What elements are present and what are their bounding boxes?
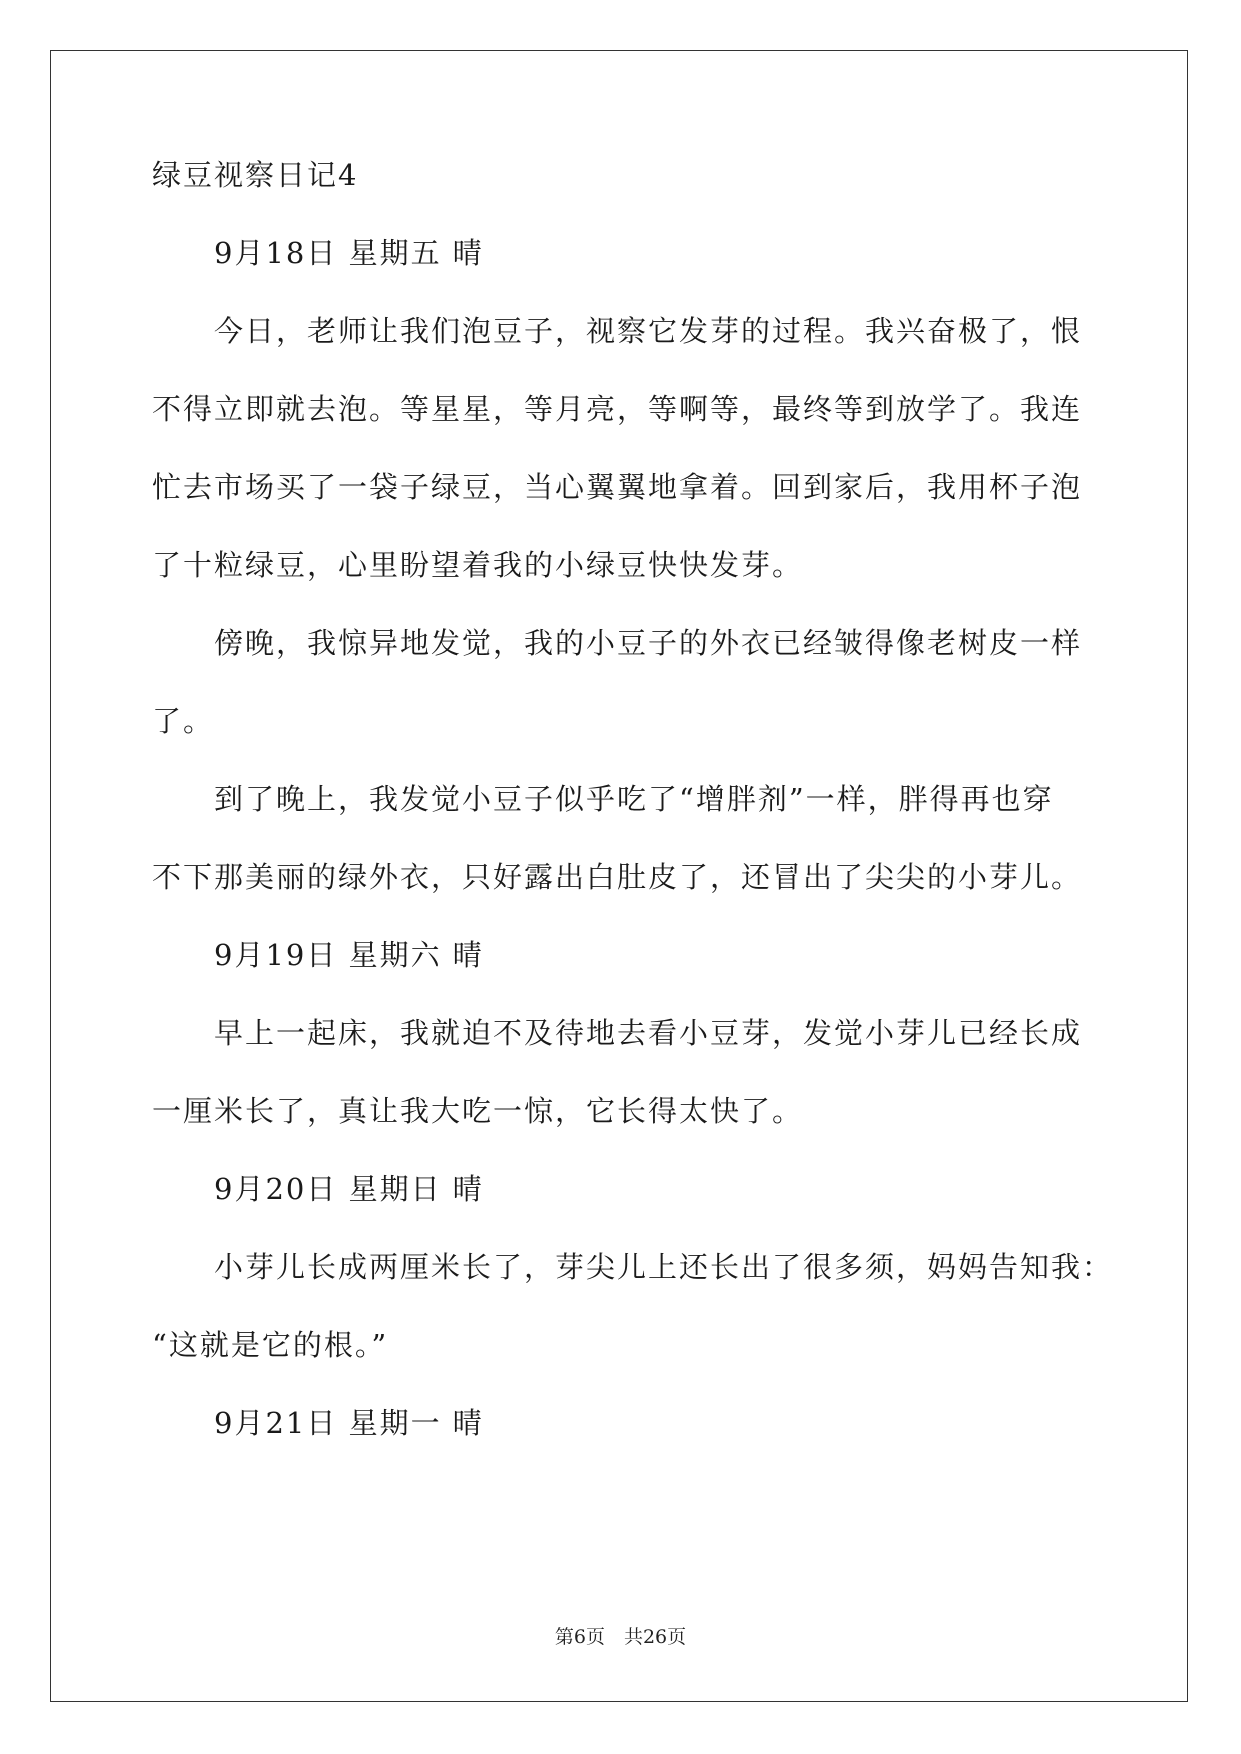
text-line: 小芽儿长成两厘米长了，芽尖儿上还长出了很多须，妈妈告知我： — [214, 1250, 1114, 1284]
text-line: 到了晚上，我发觉小豆子似乎吃了“增胖剂”一样，胖得再也穿 — [214, 782, 1054, 816]
text-line: “这就是它的根。” — [152, 1328, 389, 1362]
date-heading — [152, 1403, 1088, 1443]
text-line: 今日，老师让我们泡豆子，视察它发芽的过程。我兴奋极了，恨 — [214, 314, 1083, 348]
text-line: 不下那美丽的绿外衣，只好露出白肚皮了，还冒出了尖尖的小芽儿。 — [152, 860, 1083, 894]
text-line: 9月19日 星期六 晴 — [214, 938, 484, 972]
document-body — [152, 155, 1114, 1481]
text-line: 了。 — [152, 704, 215, 738]
date-heading — [152, 935, 1088, 975]
text-line: 傍晚，我惊异地发觉，我的小豆子的外衣已经皱得像老树皮一样 — [214, 626, 1083, 660]
paragraph — [152, 311, 1088, 585]
text-line: 9月21日 星期一 晴 — [214, 1406, 484, 1440]
text-line: 了十粒绿豆，心里盼望着我的小绿豆快快发芽。 — [152, 548, 804, 582]
text-line: 忙去市场买了一袋子绿豆，当心翼翼地拿着。回到家后，我用杯子泡 — [152, 470, 1083, 504]
page-number-footer: 第6页 共26页 — [554, 1626, 687, 1648]
date-heading — [152, 233, 1088, 273]
paragraph — [152, 1013, 1088, 1131]
date-heading — [152, 1169, 1088, 1209]
paragraph — [152, 623, 1088, 741]
text-line: 9月20日 星期日 晴 — [214, 1172, 484, 1206]
text-line: 早上一起床，我就迫不及待地去看小豆芽，发觉小芽儿已经长成 — [214, 1016, 1083, 1050]
document-title: 绿豆视察日记4 — [152, 158, 359, 192]
text-line: 一厘米长了，真让我大吃一惊，它长得太快了。 — [152, 1094, 804, 1128]
paragraph — [152, 1247, 1114, 1365]
text-line: 9月18日 星期五 晴 — [214, 236, 484, 270]
text-line: 不得立即就去泡。等星星，等月亮，等啊等，最终等到放学了。我连 — [152, 392, 1083, 426]
paragraph — [152, 779, 1088, 897]
